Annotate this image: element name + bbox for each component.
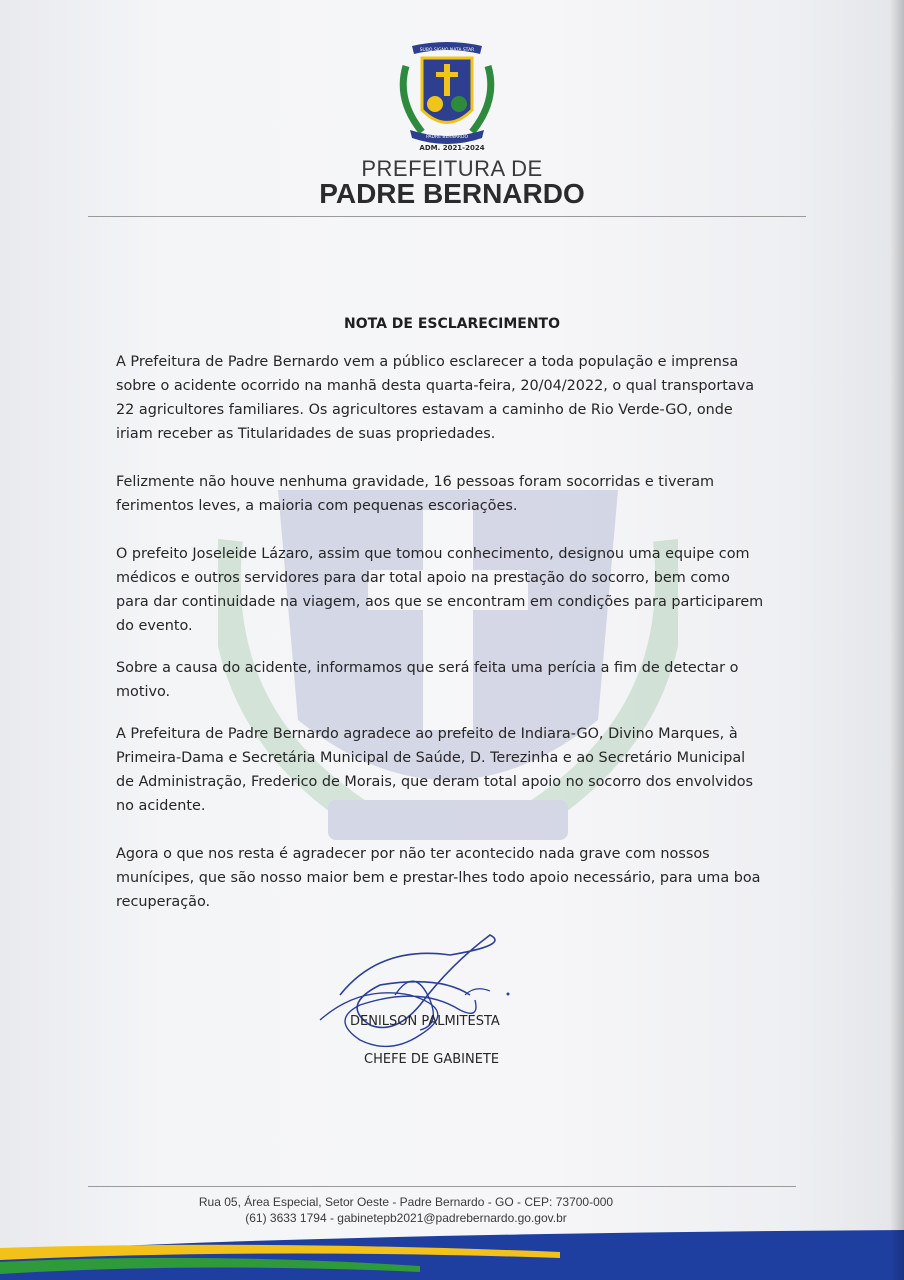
paragraph-3: O prefeito Joseleide Lázaro, assim que tomou conhecimento, designou uma equipe com médicos e outros servidores para dar total apoio na prestação do socorro, bem como para dar continuidade na viagem, aos que se encontram em condições para participarem do evento. bbox=[116, 546, 764, 634]
header-line-2: PADRE BERNARDO bbox=[319, 178, 585, 209]
header-line-1: PREFEITURA DE bbox=[361, 156, 543, 181]
paragraph-5: A Prefeitura de Padre Bernardo agradece ao prefeito de Indiara-GO, Divino Marques, à Primeira-Dama e Secretária Municipal de Saúde, D. Terezinha e ao Secretário Municipal de Administração, Frederico de Morais, que deram total apoio no socorro dos envolvidos no acidente. bbox=[116, 726, 754, 814]
footer-divider bbox=[88, 1186, 796, 1187]
crest-ribbon: PADRE BERNARDO bbox=[425, 135, 469, 140]
header-divider bbox=[88, 216, 806, 217]
paragraph-1: A Prefeitura de Padre Bernardo vem a público esclarecer a toda população e imprensa sobre o acidente ocorrido na manhã desta quarta-feira, 20/04/2022, o qual transportava 22 agricultores familiares. Os agricultores estavam a caminho de Rio Verde-GO, onde iriam receber as Titularidades de suas propriedades. bbox=[116, 354, 755, 442]
document-title: NOTA DE ESCLARECIMENTO bbox=[343, 316, 560, 332]
paragraph-4: Sobre a causa do acidente, informamos que será feita uma perícia a fim de detectar o motivo. bbox=[116, 660, 739, 700]
paragraph-2: Felizmente não houve nenhuma gravidade, 16 pessoas foram socorridas e tiveram ferimentos leves, a maioria com pequenas escoriações. bbox=[116, 474, 715, 514]
crest-motto: SUBO SIGNO NATA STAR bbox=[419, 48, 475, 53]
page-edge-shadow bbox=[890, 0, 904, 1280]
administration-period: ADM. 2021-2024 bbox=[419, 144, 485, 152]
color-band bbox=[0, 1222, 904, 1280]
footer-address: Rua 05, Área Especial, Setor Oeste - Padre Bernardo - GO - CEP: 73700-000 bbox=[198, 1195, 614, 1209]
signatory-name: DENILSON PALMITESTA bbox=[350, 1014, 500, 1029]
paragraph-6: Agora o que nos resta é agradecer por não ter acontecido nada grave com nossos munícipes, que são nosso maior bem e prestar-lhes todo apoio necessário, para uma boa recuperação. bbox=[116, 846, 761, 910]
crest-logo bbox=[392, 40, 502, 158]
signatory-role: CHEFE DE GABINETE bbox=[364, 1052, 500, 1067]
footer-contact: (61) 3633 1794 - gabinetepb2021@padrebernardo.go.gov.br bbox=[245, 1211, 567, 1225]
